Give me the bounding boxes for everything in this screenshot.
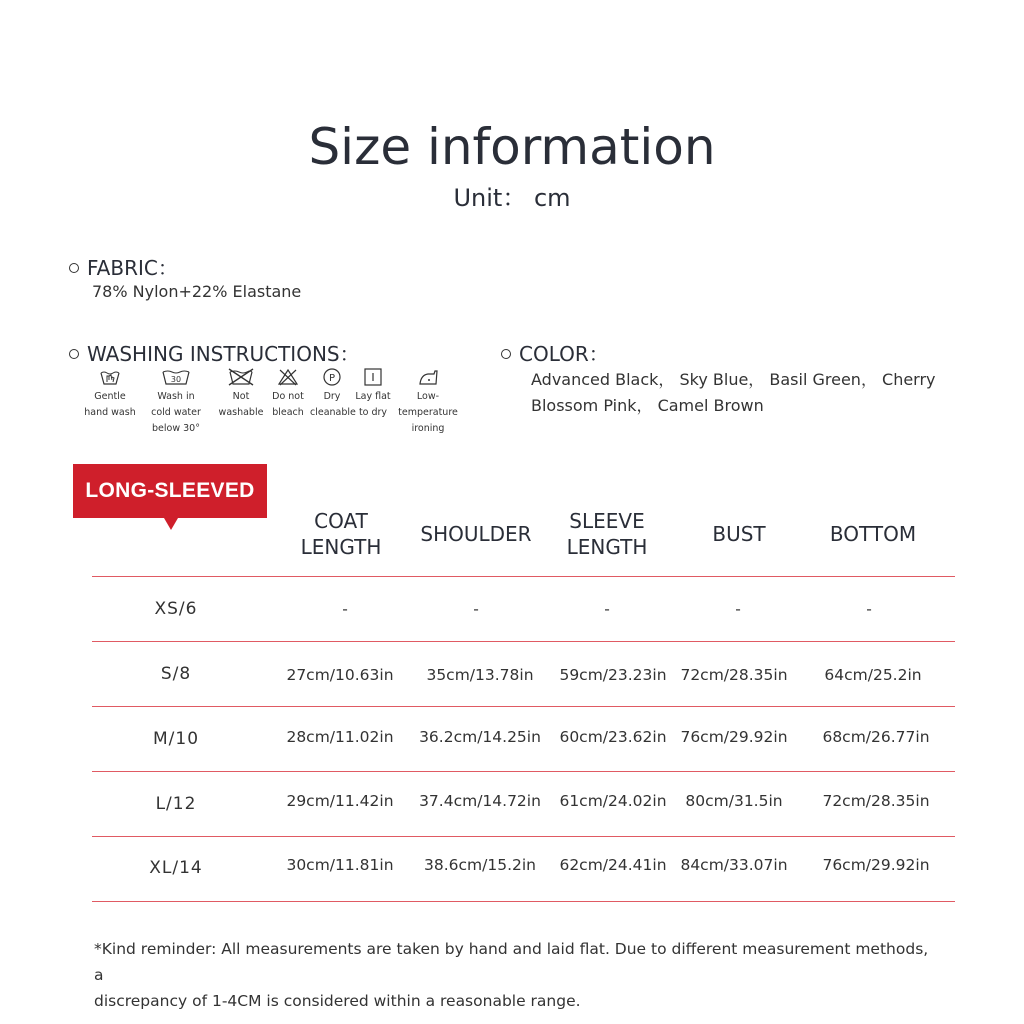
table-cell: 28cm/11.02in [286,728,394,746]
wash-item-no-bleach [266,368,310,421]
wash-line: Do not [272,391,304,402]
svg-text:P: P [328,373,336,384]
washing-label: WASHING INSTRUCTIONS： [87,342,360,366]
wash-item-30 [148,368,204,437]
size-cell: XL/14 [149,858,203,878]
col-header-bust [664,508,814,560]
low-iron-icon [416,368,440,386]
color-list [531,367,936,419]
table-cell: 80cm/31.5in [685,792,783,810]
table-cell: 59cm/23.23in [559,666,667,684]
fabric-value: 78% Nylon+22% Elastane [92,282,302,301]
wash-line: Not [232,391,250,402]
bullet-circle-icon [69,349,79,359]
color-heading [501,338,609,367]
table-divider [92,836,955,837]
wash-item-lay-flat [352,368,394,421]
wash-line: below 30° [152,423,200,434]
table-cell: 30cm/11.81in [286,856,394,874]
page-title: Size information [308,118,716,176]
wash-line: cleanable [310,407,356,418]
fabric-heading [69,252,178,281]
wash-line: hand wash [84,407,136,418]
not-washable-icon [227,368,255,386]
size-cell: M/10 [152,729,200,749]
bullet-circle-icon [69,263,79,273]
table-cell: - [735,600,741,618]
table-cell: 72cm/28.35in [680,666,788,684]
hand-wash-icon [99,368,121,386]
wash-line: to dry [358,407,388,418]
col-header-bottom [798,508,948,560]
table-divider [92,901,955,902]
size-cell: S/8 [160,664,192,684]
bullet-circle-icon [501,349,511,359]
table-cell: 61cm/24.02in [559,792,667,810]
table-cell: 35cm/13.78in [426,666,534,684]
wash-item-hand-wash [84,368,136,421]
wash-line: washable [218,407,264,418]
col-header-line: BUST [712,522,766,546]
table-cell: 72cm/28.35in [822,792,930,810]
wash-line: temperature [398,407,458,418]
size-cell: L/12 [155,794,197,814]
washing-heading [69,338,360,367]
table-cell: 62cm/24.41in [559,856,667,874]
wash-item-low-iron [398,368,458,437]
wash-line: ironing [411,423,445,434]
table-cell: 64cm/25.2in [824,666,922,684]
table-cell: 84cm/33.07in [680,856,788,874]
wash-line: Dry [323,391,341,402]
lay-flat-icon [362,368,384,386]
kind-reminder-note [94,936,934,1014]
wash-item-dry-clean [310,368,354,421]
col-header-line: COAT [314,509,368,533]
table-cell: 68cm/26.77in [822,728,930,746]
col-header-shoulder [401,508,551,560]
table-cell: - [604,600,610,618]
table-cell: 60cm/23.62in [559,728,667,746]
color-line: Blossom Pink， Camel Brown [531,396,764,415]
wash-line: Gentle [94,391,126,402]
color-line: Advanced Black， Sky Blue， Basil Green， Cherry [531,370,936,389]
color-label: COLOR： [519,342,609,366]
table-cell: 76cm/29.92in [680,728,788,746]
note-line: discrepancy of 1-4CM is considered within a reasonable range. [94,992,581,1010]
size-cell: XS/6 [154,599,198,619]
table-cell: - [866,600,872,618]
table-cell: 37.4cm/14.72in [419,792,541,810]
banner-pointer [164,518,178,530]
wash-item-not-washable [218,368,264,421]
table-cell: 29cm/11.42in [286,792,394,810]
dry-clean-icon [321,368,343,386]
col-header-line: LENGTH [566,535,648,559]
fabric-label: FABRIC： [87,256,178,280]
wash-line: Wash in [157,391,195,402]
wash-30-icon [160,368,192,386]
table-cell: 38.6cm/15.2in [424,856,536,874]
col-header-line: SHOULDER [420,522,532,546]
table-cell: - [342,600,348,618]
col-header-line: SLEEVE [569,509,645,533]
table-divider [92,576,955,577]
table-divider [92,706,955,707]
wash-line: cold water [151,407,201,418]
col-header-line: LENGTH [300,535,382,559]
table-cell: 76cm/29.92in [822,856,930,874]
table-cell: 27cm/10.63in [286,666,394,684]
table-divider [92,771,955,772]
wash-line: Lay flat [355,391,391,402]
note-line: *Kind reminder: All measurements are taken by hand and laid flat. Due to different measurement methods, a [94,940,929,984]
wash-line: bleach [272,407,304,418]
col-header-coat-length [266,508,416,560]
table-cell: - [473,600,479,618]
unit-label: Unit： cm [453,184,571,212]
wash-line: Low- [416,391,440,402]
col-header-sleeve-length [532,508,682,560]
svg-text:30: 30 [170,375,182,384]
table-cell: 36.2cm/14.25in [419,728,541,746]
table-divider [92,641,955,642]
col-header-line: BOTTOM [829,522,917,546]
no-bleach-icon [277,368,299,386]
long-sleeved-banner: LONG-SLEEVED [73,464,267,518]
